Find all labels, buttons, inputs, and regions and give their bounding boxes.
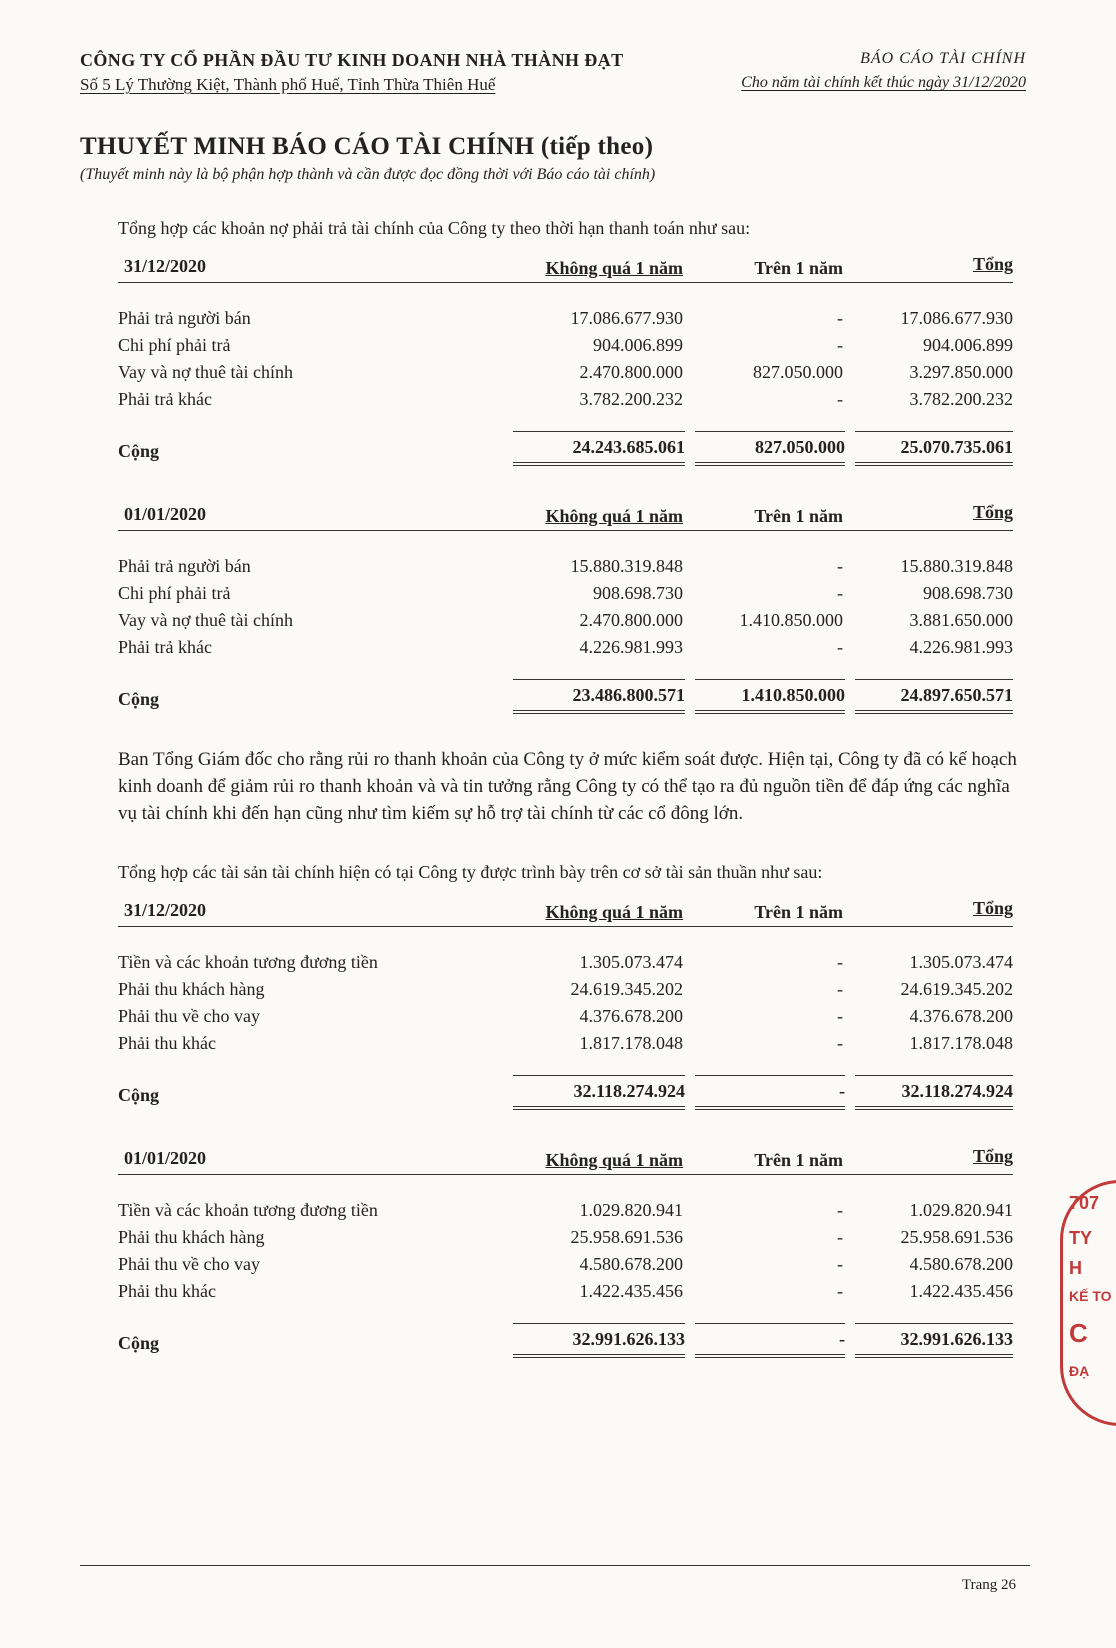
row-value-long: 827.050.000 — [753, 362, 843, 382]
table-row — [118, 1251, 1013, 1278]
col-header-long-term: Trên 1 năm — [754, 506, 843, 526]
row-value-short: 1.029.820.941 — [579, 1200, 683, 1220]
row-value-short: 1.817.178.048 — [579, 1033, 683, 1053]
table-row — [118, 949, 1013, 976]
row-value-total: 1.029.820.941 — [909, 1200, 1013, 1220]
table-date: 01/01/2020 — [124, 1148, 207, 1168]
row-value-long: - — [837, 556, 843, 576]
row-value-long: - — [837, 389, 843, 409]
stamp-text: ĐẠ — [1069, 1363, 1090, 1379]
row-value-total: 25.958.691.536 — [900, 1227, 1013, 1247]
row-value-long: - — [837, 979, 843, 999]
table-row — [118, 1030, 1013, 1057]
total-label: Cộng — [118, 1085, 160, 1105]
row-value-long: - — [837, 335, 843, 355]
col-header-short-term: Không quá 1 năm — [545, 1150, 683, 1170]
total-short: 23.486.800.571 — [513, 679, 685, 714]
row-value-long: - — [837, 952, 843, 972]
col-header-total: Tổng — [972, 898, 1013, 918]
row-label: Tiền và các khoản tương đương tiền — [118, 952, 378, 972]
row-label: Phải thu khách hàng — [118, 1227, 265, 1247]
table-row — [118, 386, 1013, 413]
total-sum: 25.070.735.061 — [855, 431, 1013, 466]
report-period: Cho năm tài chính kết thúc ngày 31/12/2020 — [741, 74, 1026, 91]
row-value-long: - — [837, 1006, 843, 1026]
stamp-text: TY — [1069, 1228, 1093, 1248]
table-header — [118, 1144, 1013, 1175]
table-row — [118, 553, 1013, 580]
page-title: THUYẾT MINH BÁO CÁO TÀI CHÍNH (tiếp theo) — [80, 133, 654, 160]
company-address: Số 5 Lý Thường Kiệt, Thành phố Huế, Tỉnh Thừa Thiên Huế — [80, 75, 496, 94]
company-header — [80, 50, 680, 95]
total-long: 827.050.000 — [695, 431, 845, 466]
row-label: Chi phí phải trả — [118, 335, 231, 355]
col-header-total: Tổng — [972, 502, 1013, 522]
row-label: Phải thu về cho vay — [118, 1254, 260, 1274]
assets-table-2020-end — [118, 896, 1013, 1115]
table-row — [118, 1278, 1013, 1305]
assets-table-2020-start — [118, 1144, 1013, 1363]
report-header — [626, 50, 1026, 92]
page-number: Trang 26 — [961, 1577, 1016, 1593]
table-header — [118, 252, 1013, 283]
total-sum: 32.118.274.924 — [855, 1075, 1013, 1110]
row-value-short: 4.376.678.200 — [579, 1006, 683, 1026]
row-value-total: 15.880.319.848 — [900, 556, 1013, 576]
stamp-text: KẾ TO — [1069, 1288, 1112, 1304]
row-value-short: 908.698.730 — [593, 583, 683, 603]
total-label: Cộng — [118, 689, 160, 709]
row-value-total: 4.580.678.200 — [909, 1254, 1013, 1274]
total-long: 1.410.850.000 — [695, 679, 845, 714]
col-header-total: Tổng — [972, 1146, 1013, 1166]
table-row — [118, 1003, 1013, 1030]
row-value-short: 17.086.677.930 — [570, 308, 683, 328]
table-header — [118, 500, 1013, 531]
row-value-short: 2.470.800.000 — [579, 362, 683, 382]
row-value-total: 3.297.850.000 — [909, 362, 1013, 382]
total-sum: 32.991.626.133 — [855, 1323, 1013, 1358]
stamp-text: C — [1069, 1318, 1088, 1348]
table-row — [118, 607, 1013, 634]
table-row — [118, 976, 1013, 1003]
table-row — [118, 1224, 1013, 1251]
col-header-long-term: Trên 1 năm — [754, 258, 843, 278]
row-value-total: 908.698.730 — [923, 583, 1013, 603]
row-value-short: 2.470.800.000 — [579, 610, 683, 630]
footer-divider — [80, 1565, 1030, 1566]
row-label: Phải thu khác — [118, 1281, 216, 1301]
row-label: Chi phí phải trả — [118, 583, 231, 603]
row-value-short: 25.958.691.536 — [570, 1227, 683, 1247]
row-value-short: 1.422.435.456 — [579, 1281, 683, 1301]
row-value-short: 4.226.981.993 — [579, 637, 683, 657]
table-row — [118, 359, 1013, 386]
row-value-short: 24.619.345.202 — [570, 979, 683, 999]
col-header-total: Tổng — [972, 254, 1013, 274]
row-value-short: 904.006.899 — [593, 335, 683, 355]
table-row — [118, 1197, 1013, 1224]
total-label: Cộng — [118, 441, 160, 461]
row-value-total: 17.086.677.930 — [900, 308, 1013, 328]
table-total-row — [118, 679, 1013, 719]
col-header-short-term: Không quá 1 năm — [545, 258, 683, 278]
row-value-total: 24.619.345.202 — [900, 979, 1013, 999]
row-label: Phải thu khác — [118, 1033, 216, 1053]
row-value-total: 904.006.899 — [923, 335, 1013, 355]
liabilities-intro: Tổng hợp các khoản nợ phải trả tài chính của Công ty theo thời hạn thanh toán như sau: — [118, 218, 751, 238]
row-value-long: - — [837, 1281, 843, 1301]
total-short: 32.991.626.133 — [513, 1323, 685, 1358]
row-label: Phải trả khác — [118, 389, 212, 409]
row-label: Phải trả khác — [118, 637, 212, 657]
row-label: Tiền và các khoản tương đương tiền — [118, 1200, 378, 1220]
table-date: 01/01/2020 — [124, 504, 207, 524]
row-value-total: 4.376.678.200 — [909, 1006, 1013, 1026]
table-header — [118, 896, 1013, 927]
row-value-short: 4.580.678.200 — [579, 1254, 683, 1274]
company-seal-stamp — [1060, 1180, 1116, 1426]
row-value-long: - — [837, 308, 843, 328]
total-long: - — [695, 1075, 845, 1110]
liabilities-table-2020-end — [118, 252, 1013, 471]
row-value-total: 1.305.073.474 — [909, 952, 1013, 972]
row-value-long: 1.410.850.000 — [739, 610, 843, 630]
liquidity-risk-paragraph: Ban Tổng Giám đốc cho rằng rủi ro thanh khoản của Công ty ở mức kiểm soát được. Hiện tại, Công ty đã có kế hoạch kinh doanh để giảm rủi ro thanh khoản và và tin tưởng rằng Công ty có thể tạo ra đủ nguồn tiền để đáp ứng các nghĩa vụ tài chính khi đến hạn cũng như tìm kiếm sự hỗ trợ tài chính từ các cổ đông lớn. — [118, 749, 1017, 824]
total-sum: 24.897.650.571 — [855, 679, 1013, 714]
row-label: Vay và nợ thuê tài chính — [118, 610, 293, 630]
row-value-total: 3.881.650.000 — [909, 610, 1013, 630]
row-label: Vay và nợ thuê tài chính — [118, 362, 293, 382]
company-name: CÔNG TY CỔ PHẦN ĐẦU TƯ KINH DOANH NHÀ THÀNH ĐẠT — [80, 50, 624, 70]
page-subtitle: (Thuyết minh này là bộ phận hợp thành và cần được đọc đồng thời với Báo cáo tài chính) — [80, 166, 656, 183]
row-label: Phải trả người bán — [118, 308, 251, 328]
total-long: - — [695, 1323, 845, 1358]
report-title: BÁO CÁO TÀI CHÍNH — [860, 50, 1026, 67]
row-value-long: - — [837, 583, 843, 603]
table-date: 31/12/2020 — [124, 900, 207, 920]
row-value-short: 15.880.319.848 — [570, 556, 683, 576]
table-row — [118, 305, 1013, 332]
row-value-short: 1.305.073.474 — [579, 952, 683, 972]
table-row — [118, 580, 1013, 607]
table-row — [118, 634, 1013, 661]
assets-intro: Tổng hợp các tài sản tài chính hiện có tại Công ty được trình bày trên cơ sở tài sản thuần như sau: — [118, 862, 823, 882]
total-label: Cộng — [118, 1333, 160, 1353]
col-header-short-term: Không quá 1 năm — [545, 902, 683, 922]
row-value-long: - — [837, 637, 843, 657]
row-value-long: - — [837, 1254, 843, 1274]
col-header-short-term: Không quá 1 năm — [545, 506, 683, 526]
row-value-short: 3.782.200.232 — [579, 389, 683, 409]
total-short: 32.118.274.924 — [513, 1075, 685, 1110]
row-label: Phải trả người bán — [118, 556, 251, 576]
row-value-long: - — [837, 1200, 843, 1220]
row-value-total: 4.226.981.993 — [909, 637, 1013, 657]
table-total-row — [118, 1075, 1013, 1115]
row-value-total: 3.782.200.232 — [909, 389, 1013, 409]
stamp-text: 707 — [1069, 1193, 1100, 1213]
row-label: Phải thu về cho vay — [118, 1006, 260, 1026]
liabilities-table-2020-start — [118, 500, 1013, 719]
col-header-long-term: Trên 1 năm — [754, 902, 843, 922]
row-value-total: 1.422.435.456 — [909, 1281, 1013, 1301]
col-header-long-term: Trên 1 năm — [754, 1150, 843, 1170]
table-date: 31/12/2020 — [124, 256, 207, 276]
total-short: 24.243.685.061 — [513, 431, 685, 466]
row-value-total: 1.817.178.048 — [909, 1033, 1013, 1053]
table-row — [118, 332, 1013, 359]
row-value-long: - — [837, 1033, 843, 1053]
table-total-row — [118, 1323, 1013, 1363]
row-value-long: - — [837, 1227, 843, 1247]
table-total-row — [118, 431, 1013, 471]
stamp-text: H — [1069, 1258, 1082, 1278]
row-label: Phải thu khách hàng — [118, 979, 265, 999]
